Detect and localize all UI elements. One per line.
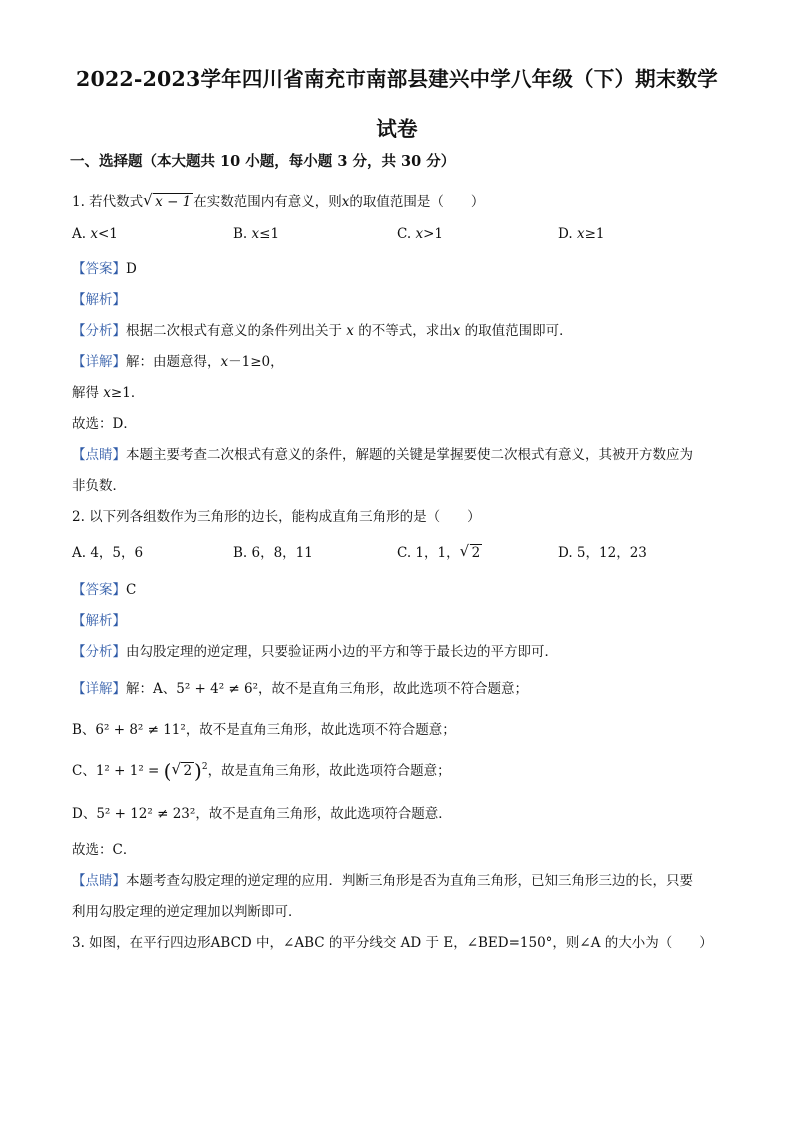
q1-answer: 【答案】D	[72, 261, 137, 277]
q2-fenxi: 【分析】由勾股定理的逆定理，只要验证两小边的平方和等于最长边的平方即可．	[72, 644, 558, 660]
q1-xiangjie: 【详解】解：由题意得，x－1≥0，	[72, 354, 284, 370]
q1-option-c: C. x>1	[397, 226, 443, 242]
q1-stem: 1. 若代数式 √ x − 1 在实数范围内有意义，则x的取值范围是（ ）	[72, 191, 485, 210]
q1-analysis-label: 【解析】	[72, 292, 126, 308]
q1-fenxi: 【分析】根据二次根式有意义的条件列出关于 x 的不等式，求出x 的取值范围即可．	[72, 323, 573, 339]
q2-option-b: B. 6，8，11	[233, 545, 313, 561]
q2-option-c: C. 1，1， √ 2	[397, 542, 481, 561]
q2-xiangjie-c: C、1² + 1² = ( √ 2 )$^2$，故是直角三角形，故此选项符合题意；	[72, 759, 451, 783]
sqrt-expression: √ 2	[459, 542, 481, 561]
q3-stem: 3. 如图，在平行四边形ABCD 中，∠ABC 的平分线交 AD 于 E，∠BED=150°，则∠A 的大小为（ ）	[72, 935, 713, 951]
section-heading: 一、选择题（本大题共 10 小题，每小题 3 分，共 30 分）	[70, 153, 456, 170]
q1-option-b: B. x≤1	[233, 226, 280, 242]
page-title-line2: 试卷	[376, 117, 418, 141]
q2-guxuan: 故选：C．	[72, 842, 137, 858]
q1-option-d: D. x≥1	[558, 226, 605, 242]
q1-guxuan: 故选：D．	[72, 416, 137, 432]
q2-option-d: D. 5，12，23	[558, 545, 647, 561]
q1-dianjing-line2: 非负数．	[72, 478, 126, 494]
q2-dianjing-line1: 【点睛】本题考查勾股定理的逆定理的应用．判断三角形是否为直角三角形，已知三角形三边的长，只要	[72, 873, 693, 889]
sqrt-expression: √ x − 1	[143, 191, 192, 210]
q2-xiangjie-b: B、6² + 8² ≠ 11²，故不是直角三角形，故此选项不符合题意；	[72, 722, 456, 738]
q1-jiede: 解得 x≥1．	[72, 385, 145, 401]
q2-xiangjie-d: D、5² + 12² ≠ 23²，故不是直角三角形，故此选项符合题意．	[72, 806, 452, 822]
q1-option-a: A. x<1	[72, 226, 118, 242]
q2-dianjing-line2: 利用勾股定理的逆定理加以判断即可．	[72, 904, 302, 920]
q2-option-a: A. 4，5，6	[72, 545, 144, 561]
q1-dianjing-line1: 【点睛】本题主要考查二次根式有意义的条件，解题的关键是掌握要使二次根式有意义，其被开方数应为	[72, 447, 693, 463]
page-title-line1: 2022-2023学年四川省南充市南部县建兴中学八年级（下）期末数学	[76, 67, 718, 91]
q2-analysis-label: 【解析】	[72, 613, 126, 629]
q2-xiangjie-a: 【详解】解：A、5² + 4² ≠ 6²，故不是直角三角形，故此选项不符合题意；	[72, 681, 529, 697]
q2-answer: 【答案】C	[72, 582, 137, 598]
q2-stem: 2. 以下列各组数作为三角形的边长，能构成直角三角形的是（ ）	[72, 509, 481, 525]
sqrt-expression: √ 2	[171, 760, 193, 779]
